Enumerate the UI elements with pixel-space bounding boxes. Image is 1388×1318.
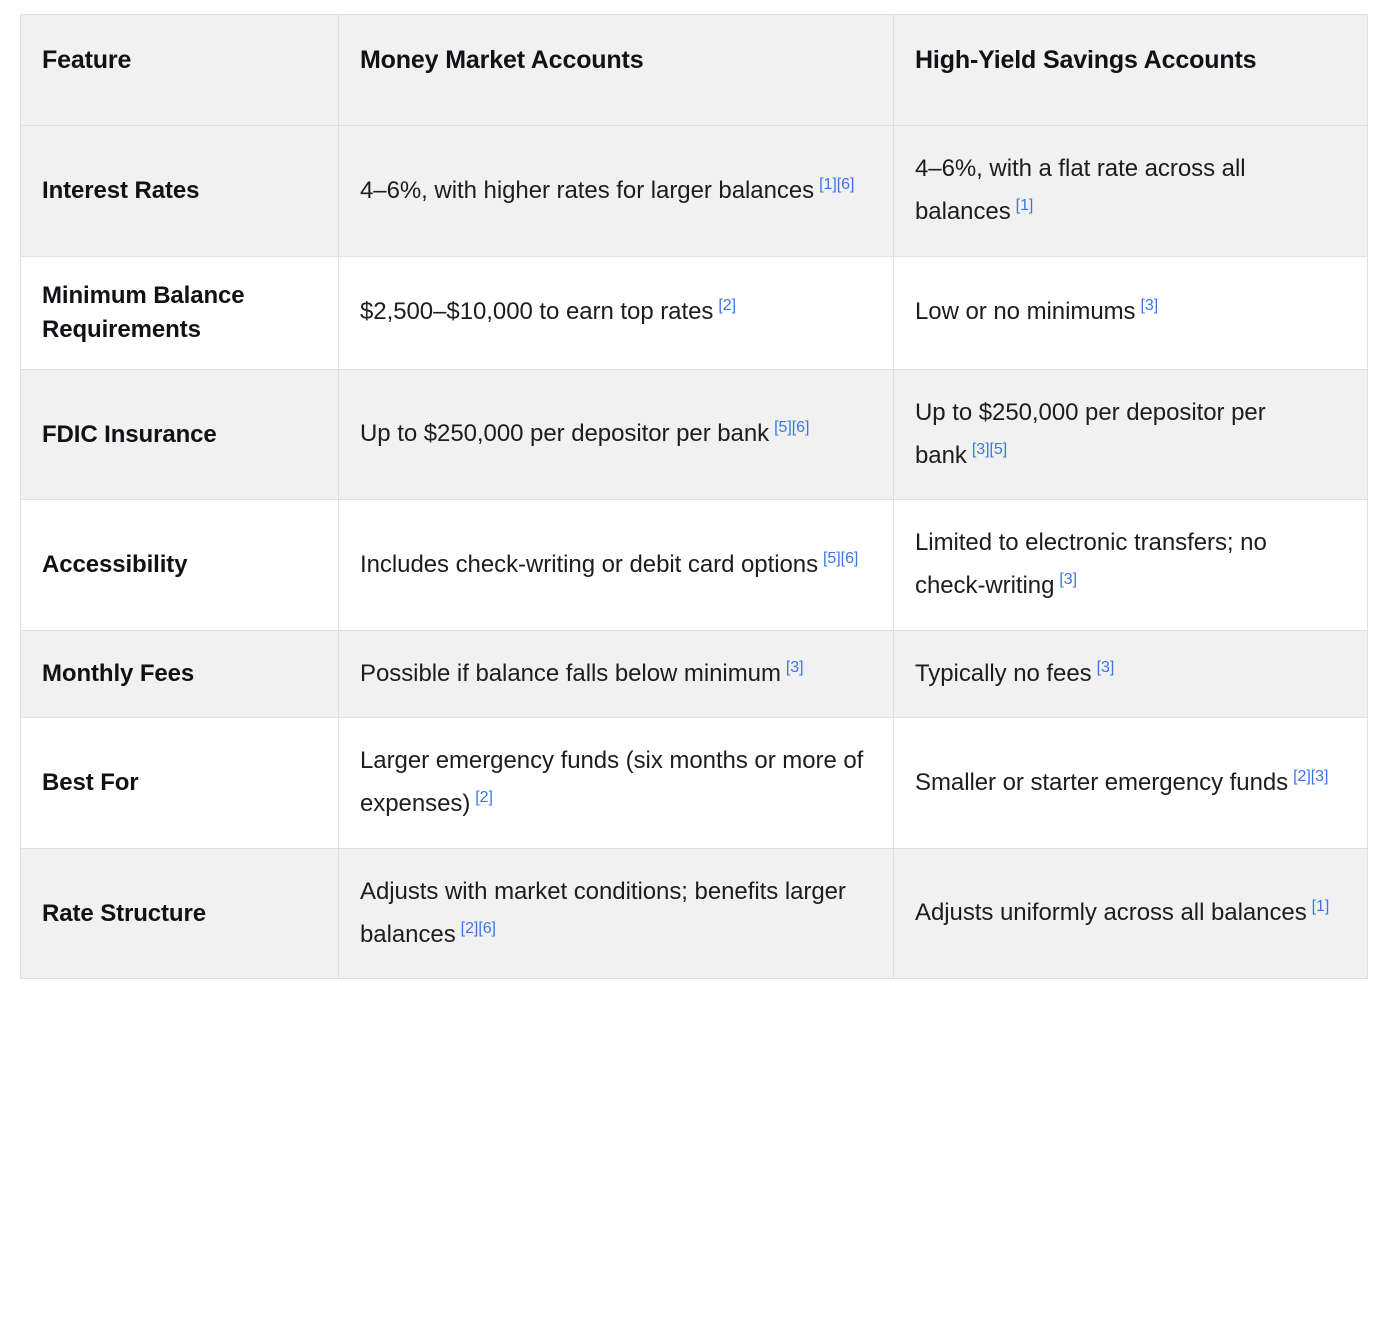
- cell-money-market: [339, 848, 894, 978]
- row-header-feature: Monthly Fees: [21, 630, 339, 718]
- table-row: [21, 630, 1368, 718]
- row-header-feature: Interest Rates: [21, 126, 339, 256]
- citation-link[interactable]: [1]: [819, 175, 837, 193]
- row-header-feature: Best For: [21, 718, 339, 848]
- cell-text: Adjusts uniformly across all balances: [915, 899, 1307, 927]
- table-header-row: [21, 15, 1368, 126]
- citation-link[interactable]: [3]: [1140, 297, 1159, 315]
- cell-money-market: [339, 630, 894, 718]
- cell-money-market: [339, 369, 894, 499]
- citation-link[interactable]: [3]: [971, 440, 990, 458]
- citation-link[interactable]: [3]: [1096, 658, 1115, 676]
- cell-high-yield-savings: [894, 718, 1368, 848]
- citation-link[interactable]: [3]: [1310, 767, 1329, 785]
- cell-text: 4–6%, with a flat rate across all balances: [915, 155, 1246, 225]
- citation-link[interactable]: [2]: [1293, 767, 1311, 785]
- column-header-money-market-accounts: Money Market Accounts: [339, 15, 894, 126]
- cell-high-yield-savings: [894, 848, 1368, 978]
- column-header-high-yield-savings-accounts: High-Yield Savings Accounts: [894, 15, 1368, 126]
- cell-money-market: [339, 718, 894, 848]
- table-row: [21, 848, 1368, 978]
- citation-link[interactable]: [3]: [785, 658, 804, 676]
- citation-link[interactable]: [5]: [823, 549, 841, 567]
- cell-money-market: [339, 256, 894, 369]
- cell-text: Low or no minimums: [915, 298, 1136, 326]
- table-row: [21, 369, 1368, 499]
- cell-text: Includes check-writing or debit card options: [360, 550, 819, 578]
- row-header-feature: FDIC Insurance: [21, 369, 339, 499]
- cell-money-market: [339, 126, 894, 256]
- citation-link[interactable]: [1]: [1015, 196, 1034, 214]
- citation-link[interactable]: [5]: [989, 440, 1008, 458]
- cell-text: Smaller or starter emergency funds: [915, 768, 1289, 796]
- citation-link[interactable]: [2]: [460, 919, 479, 937]
- citation-link[interactable]: [2]: [718, 297, 736, 315]
- cell-money-market: [339, 500, 894, 630]
- table-row: [21, 718, 1368, 848]
- column-header-feature: Feature: [21, 15, 339, 126]
- citation-link[interactable]: [2]: [475, 789, 493, 807]
- cell-high-yield-savings: [894, 369, 1368, 499]
- cell-text: Limited to electronic transfers; no check-writing: [915, 529, 1267, 599]
- table-row: [21, 256, 1368, 369]
- row-header-feature: Accessibility: [21, 500, 339, 630]
- cell-high-yield-savings: [894, 630, 1368, 718]
- cell-text: Up to $250,000 per depositor per bank: [915, 398, 1266, 469]
- cell-high-yield-savings: [894, 256, 1368, 369]
- citation-link[interactable]: [6]: [836, 175, 855, 193]
- cell-text: Larger emergency funds (six months or more of expenses): [360, 747, 864, 818]
- row-header-feature: Rate Structure: [21, 848, 339, 978]
- cell-text: Typically no fees: [915, 659, 1092, 687]
- table-row: [21, 500, 1368, 630]
- account-comparison-table: [20, 14, 1368, 979]
- cell-high-yield-savings: [894, 500, 1368, 630]
- table-body: [21, 126, 1368, 979]
- cell-text: 4–6%, with higher rates for larger balances: [360, 176, 815, 204]
- citation-link[interactable]: [6]: [478, 919, 496, 937]
- table-header: [21, 15, 1368, 126]
- cell-text: Possible if balance falls below minimum: [360, 659, 781, 687]
- cell-text: $2,500–$10,000 to earn top rates: [360, 298, 714, 326]
- citation-link[interactable]: [3]: [1059, 571, 1078, 588]
- citation-link[interactable]: [6]: [791, 419, 810, 437]
- cell-text: Up to $250,000 per depositor per bank: [360, 420, 770, 448]
- citation-link[interactable]: [6]: [840, 549, 859, 567]
- cell-text: Adjusts with market conditions; benefits larger balances: [360, 877, 846, 948]
- table-row: [21, 126, 1368, 256]
- row-header-feature: Minimum Balance Requirements: [21, 256, 339, 369]
- citation-link[interactable]: [5]: [774, 419, 792, 437]
- cell-high-yield-savings: [894, 126, 1368, 256]
- citation-link[interactable]: [1]: [1311, 898, 1330, 916]
